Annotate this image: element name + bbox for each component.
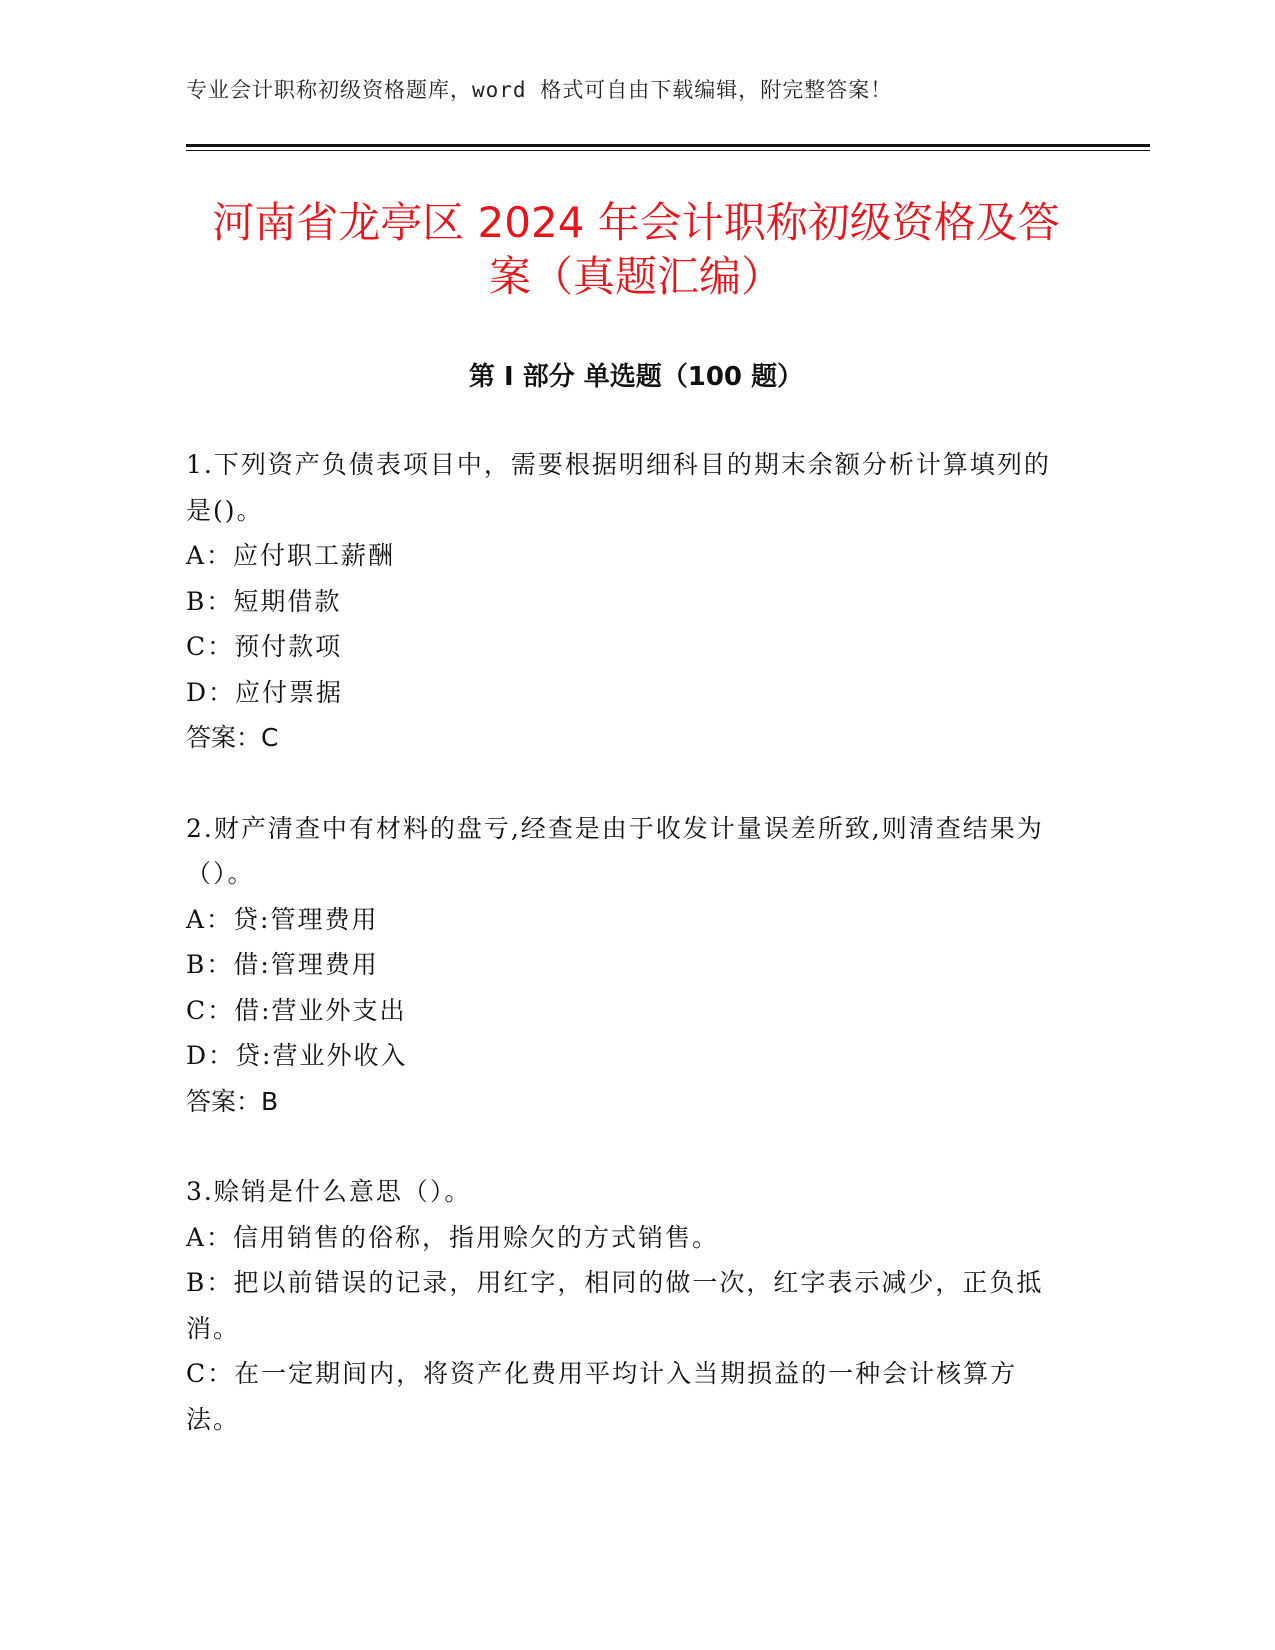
option-a: A：应付职工薪酬 bbox=[186, 541, 396, 570]
option-d: D：贷:营业外收入 bbox=[186, 1041, 408, 1070]
option-a: A：信用销售的俗称，指用赊欠的方式销售。 bbox=[186, 1222, 720, 1252]
question-list bbox=[186, 442, 1066, 1487]
question-2 bbox=[186, 806, 1066, 1125]
option-b: B：借:管理费用 bbox=[186, 950, 379, 979]
question-stem: 2.财产清查中有材料的盘亏,经查是由于收发计量误差所致,则清查结果为（）。 bbox=[186, 813, 1044, 888]
document-title-line-2: 案（真题汇编） bbox=[488, 252, 783, 301]
header-divider-thin bbox=[186, 150, 1150, 151]
question-3 bbox=[186, 1169, 1066, 1442]
question-stem: 1.下列资产负债表项目中，需要根据明细科目的期末余额分析计算填列的是()。 bbox=[186, 450, 1051, 525]
answer: 答案：C bbox=[186, 723, 279, 752]
option-c: C：借:营业外支出 bbox=[186, 995, 407, 1025]
document-title-line-1: 河南省龙亭区 2024 年会计职称初级资格及答 bbox=[212, 198, 1060, 247]
question-1 bbox=[186, 442, 1066, 761]
question-stem: 3.赊销是什么意思（）。 bbox=[186, 1177, 472, 1206]
option-c: C：预付款项 bbox=[186, 632, 343, 661]
section-title: 第 I 部分 单选题（100 题） bbox=[468, 362, 804, 392]
document-title bbox=[186, 196, 1086, 304]
page-header-text: 专业会计职称初级资格题库，word 格式可自由下载编辑，附完整答案！ bbox=[186, 78, 893, 102]
header-divider bbox=[186, 144, 1150, 147]
option-b: B：短期借款 bbox=[186, 586, 342, 616]
option-d: D：应付票据 bbox=[186, 677, 344, 707]
answer: 答案：B bbox=[186, 1086, 279, 1116]
option-a: A：贷:管理费用 bbox=[186, 904, 379, 934]
option-b: B：把以前错误的记录，用红字，相同的做一次，红字表示减少，正负抵消。 bbox=[186, 1268, 1044, 1343]
option-c: C：在一定期间内，将资产化费用平均计入当期损益的一种会计核算方法。 bbox=[186, 1359, 1018, 1434]
